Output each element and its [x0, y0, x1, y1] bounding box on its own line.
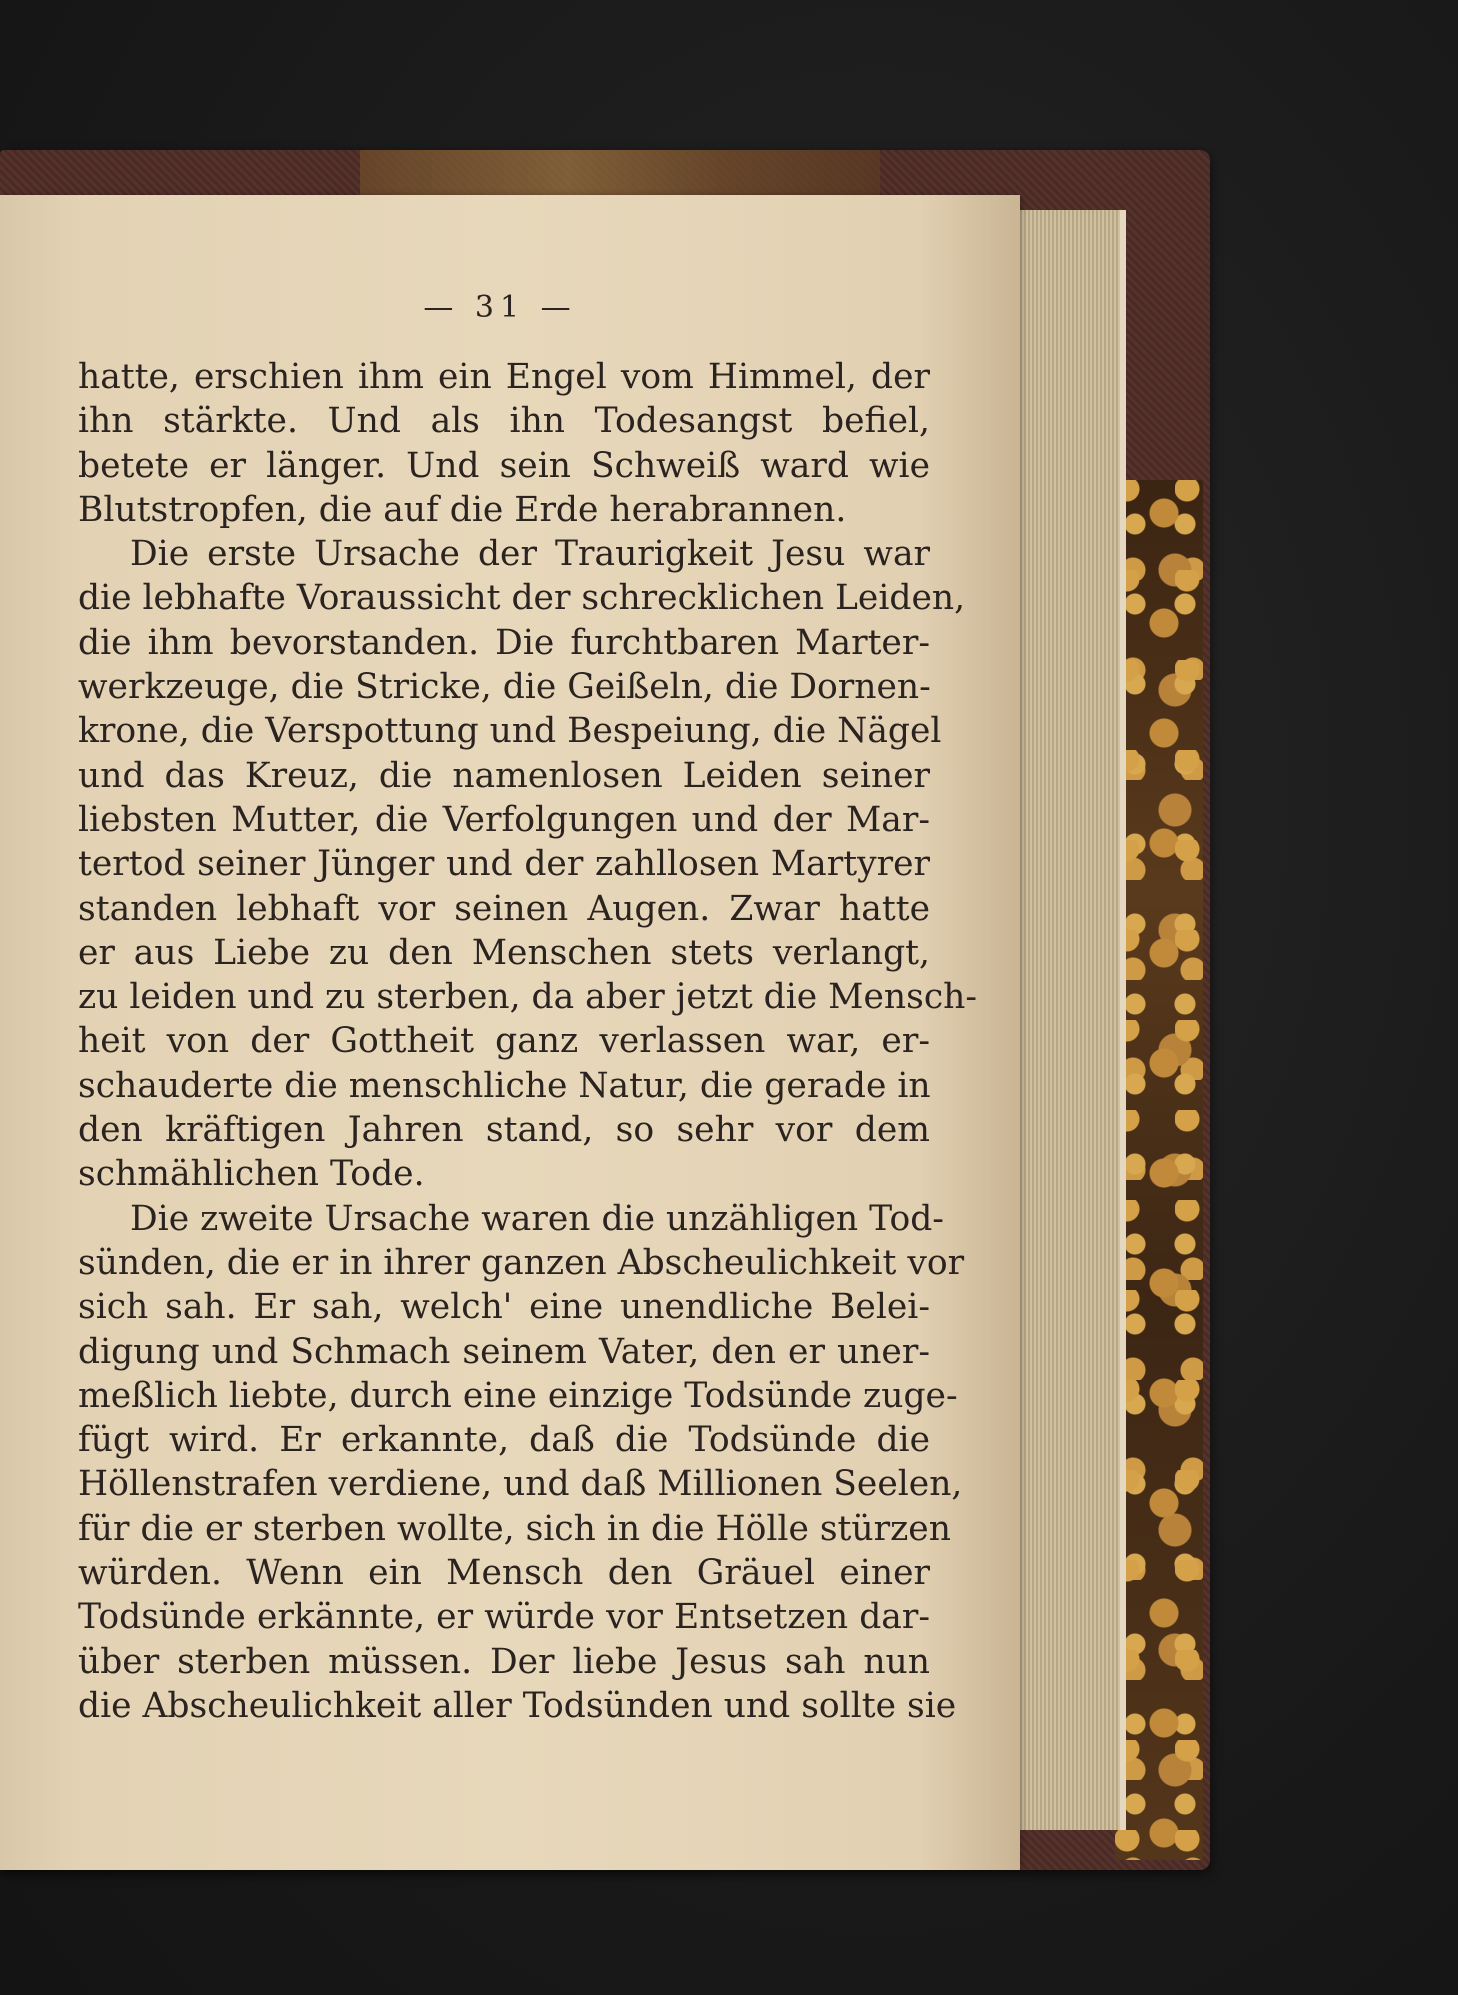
text-line: die Abscheulichkeit aller Todsünden und sollte sie [78, 1685, 957, 1726]
text-line: betete er länger. Und sein Schweiß ward wie [78, 445, 930, 486]
body-text [78, 355, 978, 1728]
text-line: heit von der Gottheit ganz verlassen war, er- [78, 1021, 930, 1062]
text-line: Höllenstrafen verdiene, und daß Millionen Seelen, [78, 1464, 963, 1505]
text-line: digung und Schmach seinem Vater, den er uner- [78, 1331, 930, 1372]
text-line: liebsten Mutter, die Verfolgungen und der Mar- [78, 799, 930, 840]
text-line: die ihm bevorstanden. Die furchtbaren Marter- [78, 622, 930, 663]
text-line: Die erste Ursache der Traurigkeit Jesu war [130, 534, 930, 575]
text-line: die lebhafte Voraussicht der schrecklichen Leiden, [78, 578, 966, 619]
text-line: sich sah. Er sah, welch' eine unendliche Belei- [78, 1287, 930, 1328]
text-line: sünden, die er in ihrer ganzen Abscheulichkeit vor [78, 1242, 965, 1283]
marbled-endpaper [1115, 480, 1203, 1860]
cover-spine-edge [360, 150, 880, 198]
text-line: krone, die Verspottung und Bespeiung, die Nägel [78, 711, 942, 752]
text-line: über sterben müssen. Der liebe Jesus sah nun [78, 1641, 930, 1682]
page-number: — 31 — [423, 290, 577, 325]
text-line: er aus Liebe zu den Menschen stets verlangt, [78, 932, 930, 973]
text-line: Die zweite Ursache waren die unzähligen Tod- [130, 1198, 944, 1239]
page-edges [1010, 210, 1126, 1830]
text-line: werkzeuge, die Stricke, die Geißeln, die Dornen- [78, 667, 931, 708]
text-line: fügt wird. Er erkannte, daß die Todsünde die [78, 1420, 930, 1461]
text-line: den kräftigen Jahren stand, so sehr vor dem [78, 1110, 930, 1151]
text-line: zu leiden und zu sterben, da aber jetzt die Mensch- [78, 977, 978, 1018]
text-line: standen lebhaft vor seinen Augen. Zwar hatte [78, 888, 930, 929]
text-line: schauderte die menschliche Natur, die gerade in [78, 1065, 931, 1106]
text-line: für die er sterben wollte, sich in die Hölle stürzen [78, 1508, 951, 1549]
text-line: würden. Wenn ein Mensch den Gräuel einer [78, 1553, 930, 1594]
text-line: Todsünde erkännte, er würde vor Entsetzen dar- [78, 1597, 930, 1638]
text-line: schmählichen Tode. [78, 1154, 425, 1195]
text-line: meßlich liebte, durch eine einzige Todsünde zuge- [78, 1375, 958, 1416]
text-line: tertod seiner Jünger und der zahllosen Martyrer [78, 844, 930, 885]
text-line: und das Kreuz, die namenlosen Leiden seiner [78, 755, 930, 796]
text-line: hatte, erschien ihm ein Engel vom Himmel, der [78, 357, 930, 397]
text-line: ihn stärkte. Und als ihn Todesangst befiel, [78, 401, 930, 442]
text-line: Blutstropfen, die auf die Erde herabrannen. [78, 489, 847, 530]
